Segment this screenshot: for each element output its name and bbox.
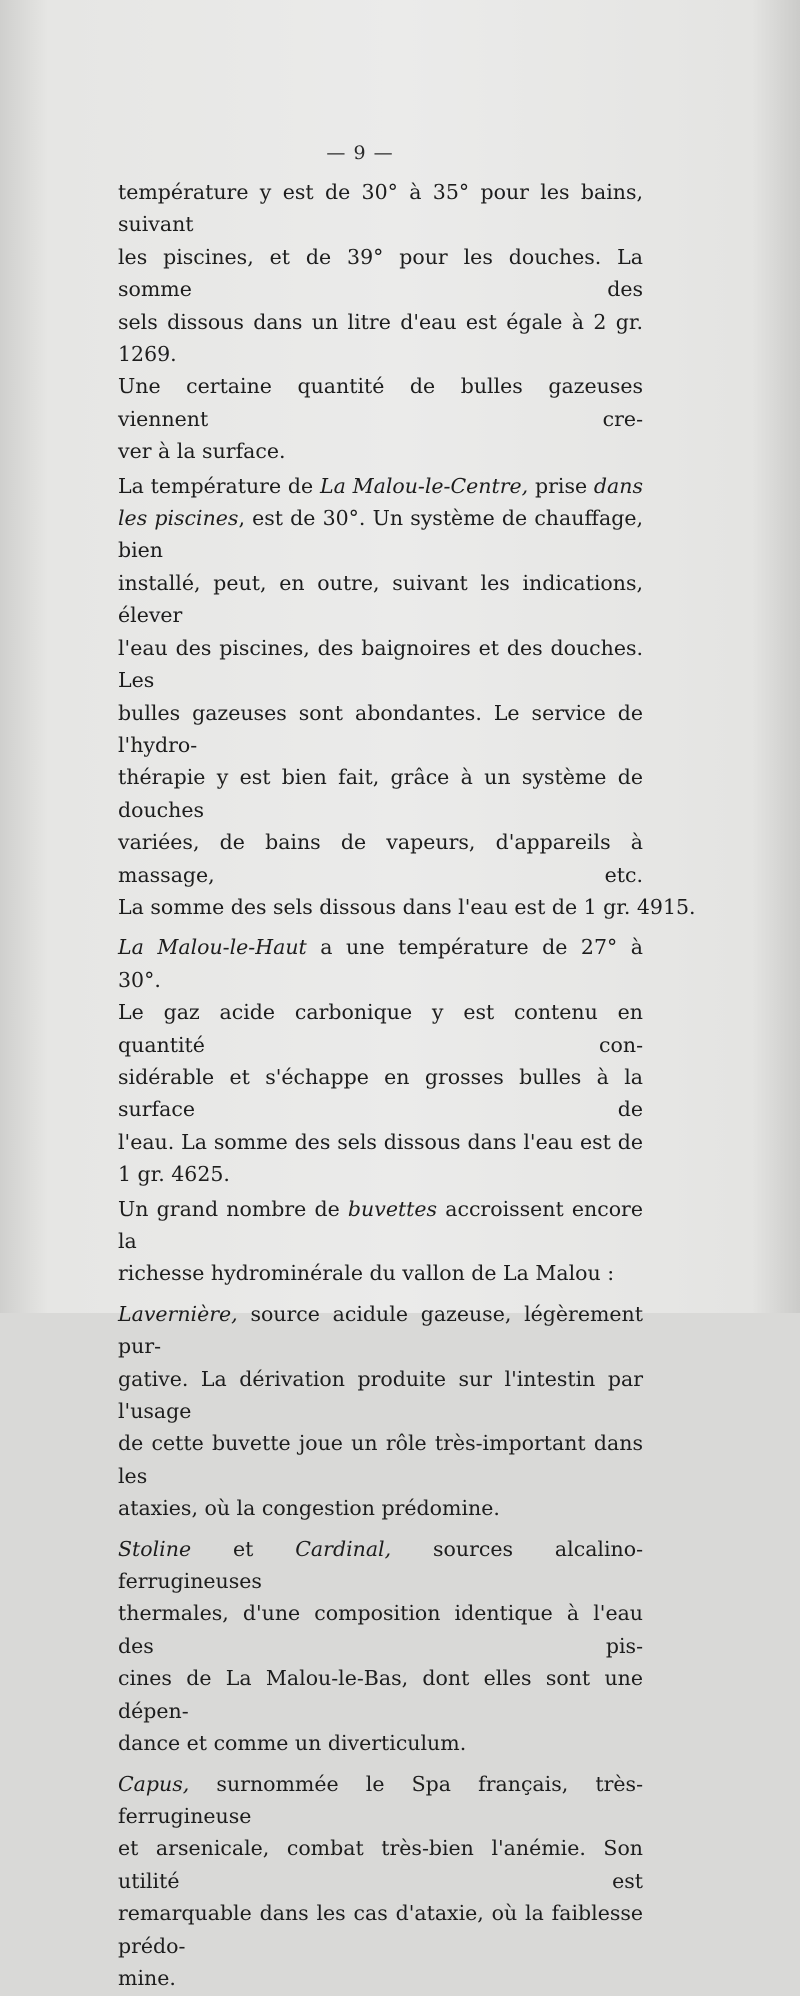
italic-run: dans: [593, 473, 643, 498]
text-line: et arsenicale, combat très-bien l'anémie. Son utilité est: [118, 1836, 643, 1893]
text-run: sources alcalino-ferrugineuses: [118, 1536, 643, 1594]
italic-run: La Malou-le-Centre,: [319, 473, 529, 498]
italic-run: buvettes: [347, 1196, 438, 1221]
text-run: La température de: [118, 473, 320, 498]
text-line: de cette buvette joue un rôle très-important dans les: [118, 1431, 643, 1488]
text-line: les piscines, et de 39° pour les douches. La somme des: [118, 244, 643, 302]
text-line: ataxies, où la congestion prédomine.: [118, 1496, 500, 1521]
text-line: La somme des sels dissous dans l'eau est de 1 gr. 4915.: [118, 894, 696, 919]
text-line: [118, 502, 643, 567]
text-run: , est de 30°. Un système de chauffage, bien: [118, 506, 643, 563]
text-line: ver à la surface.: [118, 439, 286, 464]
text-run: surnommée le Spa français, très-ferrugineuse: [118, 1771, 643, 1828]
text-run: accroissent encore la: [118, 1196, 643, 1253]
page-number: — 9 —: [326, 142, 394, 164]
italic-run: Lavernière,: [118, 1301, 238, 1326]
text-run: Un grand nombre de: [118, 1196, 348, 1221]
text-line: l'eau. La somme des sels dissous dans l'eau est de: [118, 1129, 643, 1154]
text-line: 1 gr. 4625.: [118, 1162, 230, 1187]
text-line: température y est de 30° à 35° pour les bains, suivant: [118, 180, 643, 237]
text-line: thermales, d'une composition identique à l'eau des pis-: [118, 1601, 643, 1658]
text-line: sels dissous dans un litre d'eau est égale à 2 gr. 1269.: [118, 309, 643, 367]
paragraph-5: [118, 1298, 643, 1525]
paragraph-7: [118, 1768, 643, 1995]
text-run: a une température de 27° à 30°.: [118, 935, 643, 992]
text-run: prise: [528, 473, 594, 498]
text-line: [118, 1193, 643, 1258]
text-line: remarquable dans les cas d'ataxie, où la faiblesse prédo-: [118, 1901, 643, 1958]
text-line: dance et comme un diverticulum.: [118, 1731, 467, 1756]
text-line: Le gaz acide carbonique y est contenu en quantité con-: [118, 1000, 643, 1057]
text-line: [118, 1768, 643, 1833]
text-line: Une certaine quantité de bulles gazeuses viennent cre-: [118, 374, 643, 431]
paragraph-3: [118, 931, 643, 1190]
italic-run: Capus,: [118, 1771, 190, 1796]
text-line: bulles gazeuses sont abondantes. Le service de l'hydro-: [118, 700, 643, 757]
text-line: [118, 470, 643, 502]
paragraph-6: [118, 1533, 643, 1760]
text-line: thérapie y est bien fait, grâce à un système de douches: [118, 765, 643, 822]
paragraph-4: [118, 1193, 643, 1290]
text-run: et: [191, 1536, 296, 1561]
text-line: [118, 931, 643, 996]
italic-run: Stoline: [118, 1536, 192, 1561]
text-line: l'eau des piscines, des baignoires et des douches. Les: [118, 635, 643, 693]
italic-run: La Malou-le-Haut: [118, 935, 307, 960]
text-line: richesse hydrominérale du vallon de La Malou :: [118, 1261, 615, 1286]
text-line: [118, 1298, 643, 1363]
italic-run: Cardinal,: [295, 1536, 392, 1561]
text-line: installé, peut, en outre, suivant les indications, élever: [118, 570, 643, 628]
paragraph-1: [118, 176, 643, 468]
text-line: sidérable et s'échappe en grosses bulles à la surface de: [118, 1064, 643, 1122]
paragraph-2: [118, 470, 696, 924]
text-line: cines de La Malou-le-Bas, dont elles sont une dépen-: [118, 1666, 643, 1723]
body-text: [118, 176, 696, 1996]
text-run: source acidule gazeuse, légèrement pur-: [118, 1301, 643, 1359]
italic-run: les piscines: [118, 506, 239, 531]
text-line: [118, 1533, 643, 1598]
text-line: mine.: [118, 1965, 176, 1990]
text-line: variées, de bains de vapeurs, d'appareils à massage, etc.: [118, 830, 643, 887]
text-line: gative. La dérivation produite sur l'intestin par l'usage: [118, 1366, 643, 1424]
